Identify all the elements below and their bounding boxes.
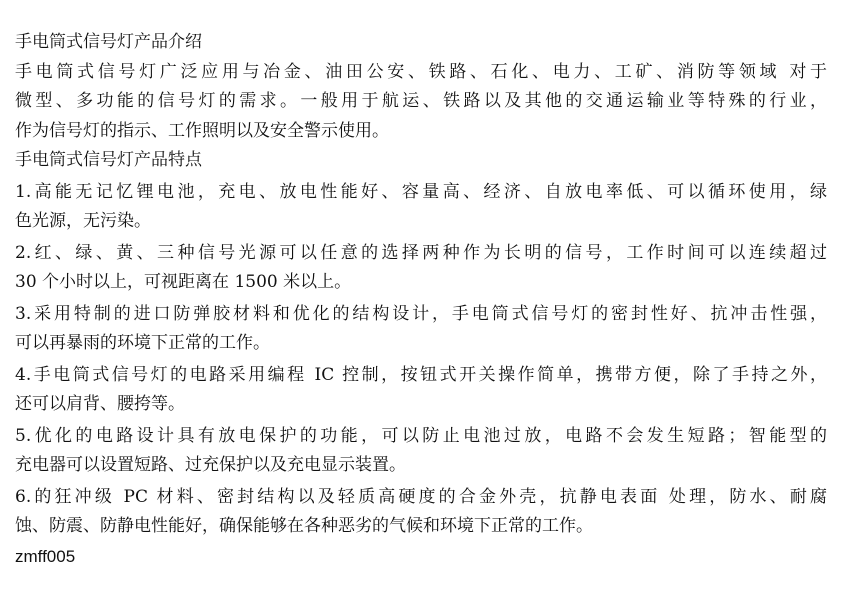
product-code: zmff005: [15, 546, 76, 566]
features-title: 手电筒式信号灯产品特点: [15, 150, 202, 170]
intro-line-2: 微型、多功能的信号灯的需求。一般用于航运、铁路以及其他的交通运输业等特殊的行业，: [15, 91, 827, 111]
document-body: [15, 28, 827, 571]
feature-1-line-2: 色光源，无污染。: [15, 211, 151, 231]
feature-5-line-1: 5.优化的电路设计具有放电保护的功能，可以防止电池过放，电路不会发生短路；智能型的: [15, 425, 827, 446]
product-intro-title: 手电筒式信号灯产品介绍: [15, 32, 202, 52]
feature-3-line-2: 可以再暴雨的环境下正常的工作。: [15, 333, 270, 353]
feature-1-line-1: 1.高能无记忆锂电池，充电、放电性能好、容量高、经济、自放电率低、可以循环使用，绿: [15, 181, 827, 202]
feature-3-line-1: 3.采用特制的进口防弹胶材料和优化的结构设计，手电筒式信号灯的密封性好、抗冲击性强，: [15, 303, 827, 324]
feature-4-line-1: 4.手电筒式信号灯的电路采用编程 IC 控制，按钮式开关操作简单，携带方便，除了手持之外，: [15, 364, 827, 385]
feature-2-line-1: 2.红、绿、黄、三种信号光源可以任意的选择两种作为长明的信号，工作时间可以连续超过: [15, 242, 827, 263]
intro-line-1: 手电筒式信号灯广泛应用与冶金、油田公安、铁路、石化、电力、工矿、消防等领域 对于: [15, 61, 827, 82]
feature-6-line-1: 6.的狂冲级 PC 材料、密封结构以及轻质高硬度的合金外壳，抗静电表面 处理，防水、耐腐: [15, 486, 827, 507]
feature-6-line-2: 蚀、防震、防静电性能好，确保能够在各种恶劣的气候和环境下正常的工作。: [15, 516, 593, 536]
feature-4-line-2: 还可以肩背、腰挎等。: [15, 394, 185, 414]
feature-5-line-2: 充电器可以设置短路、过充保护以及充电显示装置。: [15, 455, 406, 475]
intro-line-3: 作为信号灯的指示、工作照明以及安全警示使用。: [15, 120, 389, 141]
feature-2-line-2: 30 个小时以上，可视距离在 1500 米以上。: [15, 272, 352, 292]
